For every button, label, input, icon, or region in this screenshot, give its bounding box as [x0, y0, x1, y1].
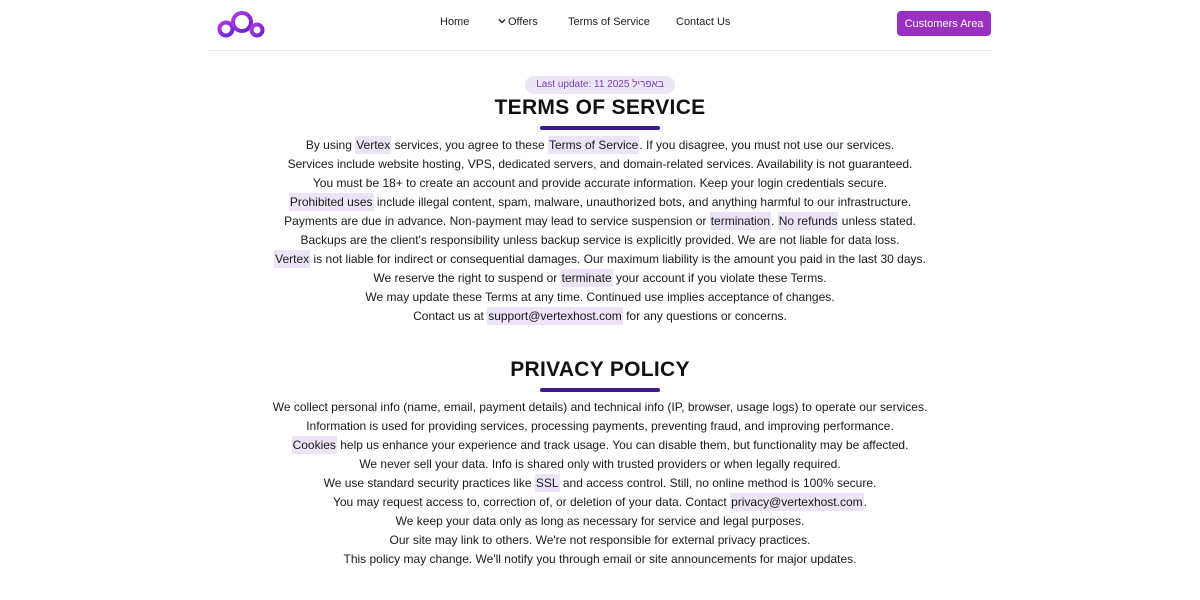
highlighted-term: Terms of Service	[548, 138, 639, 152]
text-segment: . If you disagree, you must not use our services.	[639, 138, 895, 152]
customers-area-button[interactable]: Customers Area	[897, 11, 991, 36]
highlighted-term: termination	[710, 214, 771, 228]
text-segment: for any questions or concerns.	[622, 309, 787, 323]
site-header	[208, 0, 992, 51]
paragraph-line	[0, 250, 1200, 269]
chevron-down-icon	[497, 16, 507, 26]
terms-body	[0, 136, 1200, 326]
text-segment: By using	[305, 138, 356, 152]
text-segment: We reserve the right to suspend or	[373, 271, 561, 285]
highlighted-term: Prohibited uses	[289, 195, 373, 209]
paragraph-line	[0, 455, 1200, 474]
paragraph-line	[0, 550, 1200, 569]
text-segment: You must be 18+ to create an account and provide accurate information. Keep your login credentials secure.	[312, 176, 888, 190]
nav-offers[interactable]	[497, 16, 538, 28]
text-segment: Services include website hosting, VPS, dedicated servers, and domain-related services. Availability is not guaranteed.	[287, 157, 913, 171]
text-segment: include illegal content, spam, malware, unauthorized bots, and anything harmful to our infrastructure.	[373, 195, 912, 209]
paragraph-line	[0, 474, 1200, 493]
text-segment: We keep your data only as long as necessary for service and legal purposes.	[395, 514, 805, 528]
paragraph-line	[0, 307, 1200, 326]
text-segment: You may request access to, correction of, or deletion of your data. Contact	[332, 495, 731, 509]
nav-offers-label: Offers	[508, 16, 538, 28]
nav-contact-us[interactable]: Contact Us	[676, 16, 731, 28]
paragraph-line	[0, 493, 1200, 512]
paragraph-line	[0, 155, 1200, 174]
privacy-title-underline	[540, 388, 660, 392]
text-segment: unless stated.	[838, 214, 916, 228]
highlighted-term: Vertex	[356, 138, 391, 152]
nav-home[interactable]: Home	[440, 16, 470, 28]
main-content	[0, 74, 1200, 569]
text-segment: is not liable for indirect or consequential damages. Our maximum liability is the amount you paid in the last 30 days.	[310, 252, 926, 266]
paragraph-line	[0, 136, 1200, 155]
text-segment: Backups are the client's responsibility unless backup service is explicitly provided. We are not liable for data loss.	[300, 233, 900, 247]
highlighted-term: SSL	[535, 476, 559, 490]
privacy-body	[0, 398, 1200, 569]
email-link[interactable]: support@vertexhost.com	[488, 309, 622, 323]
text-segment: Our site may link to others. We're not responsible for external privacy practices.	[389, 533, 811, 547]
privacy-title: PRIVACY POLICY	[510, 358, 690, 381]
text-segment: .	[771, 214, 778, 228]
cloud-logo[interactable]	[216, 9, 266, 39]
text-segment: Payments are due in advance. Non-payment may lead to service suspension or	[284, 214, 710, 228]
text-segment: help us enhance your experience and track usage. You can disable them, but functionality may be affected.	[336, 438, 909, 452]
highlighted-term: Cookies	[292, 438, 336, 452]
terms-title: TERMS OF SERVICE	[494, 96, 706, 119]
text-segment: your account if you violate these Terms.	[612, 271, 827, 285]
text-segment: Information is used for providing services, processing payments, preventing fraud, and improving performance.	[306, 419, 894, 433]
text-segment: We use standard security practices like	[323, 476, 535, 490]
paragraph-line	[0, 531, 1200, 550]
paragraph-line	[0, 174, 1200, 193]
nav-terms-of-service[interactable]: Terms of Service	[568, 16, 650, 28]
text-segment: .	[863, 495, 867, 509]
terms-title-underline	[540, 126, 660, 130]
email-link[interactable]: privacy@vertexhost.com	[731, 495, 863, 509]
highlighted-term: terminate	[561, 271, 612, 285]
paragraph-line	[0, 269, 1200, 288]
text-segment: We never sell your data. Info is shared only with trusted providers or when legally required.	[359, 457, 841, 471]
paragraph-line	[0, 231, 1200, 250]
paragraph-line	[0, 417, 1200, 436]
paragraph-line	[0, 288, 1200, 307]
paragraph-line	[0, 436, 1200, 455]
paragraph-line	[0, 212, 1200, 231]
highlighted-term: Vertex	[275, 252, 310, 266]
text-segment: Contact us at	[413, 309, 488, 323]
last-update-badge: Last update: 11 באפריל 2025	[525, 76, 675, 94]
text-segment: This policy may change. We'll notify you through email or site announcements for major updates.	[343, 552, 857, 566]
paragraph-line	[0, 193, 1200, 212]
paragraph-line	[0, 512, 1200, 531]
text-segment: services, you agree to these	[391, 138, 548, 152]
text-segment: We may update these Terms at any time. Continued use implies acceptance of changes.	[365, 290, 835, 304]
text-segment: and access control. Still, no online method is 100% secure.	[559, 476, 877, 490]
text-segment: We collect personal info (name, email, payment details) and technical info (IP, browser, usage logs) to operate our services.	[272, 400, 928, 414]
highlighted-term: No refunds	[778, 214, 838, 228]
paragraph-line	[0, 398, 1200, 417]
